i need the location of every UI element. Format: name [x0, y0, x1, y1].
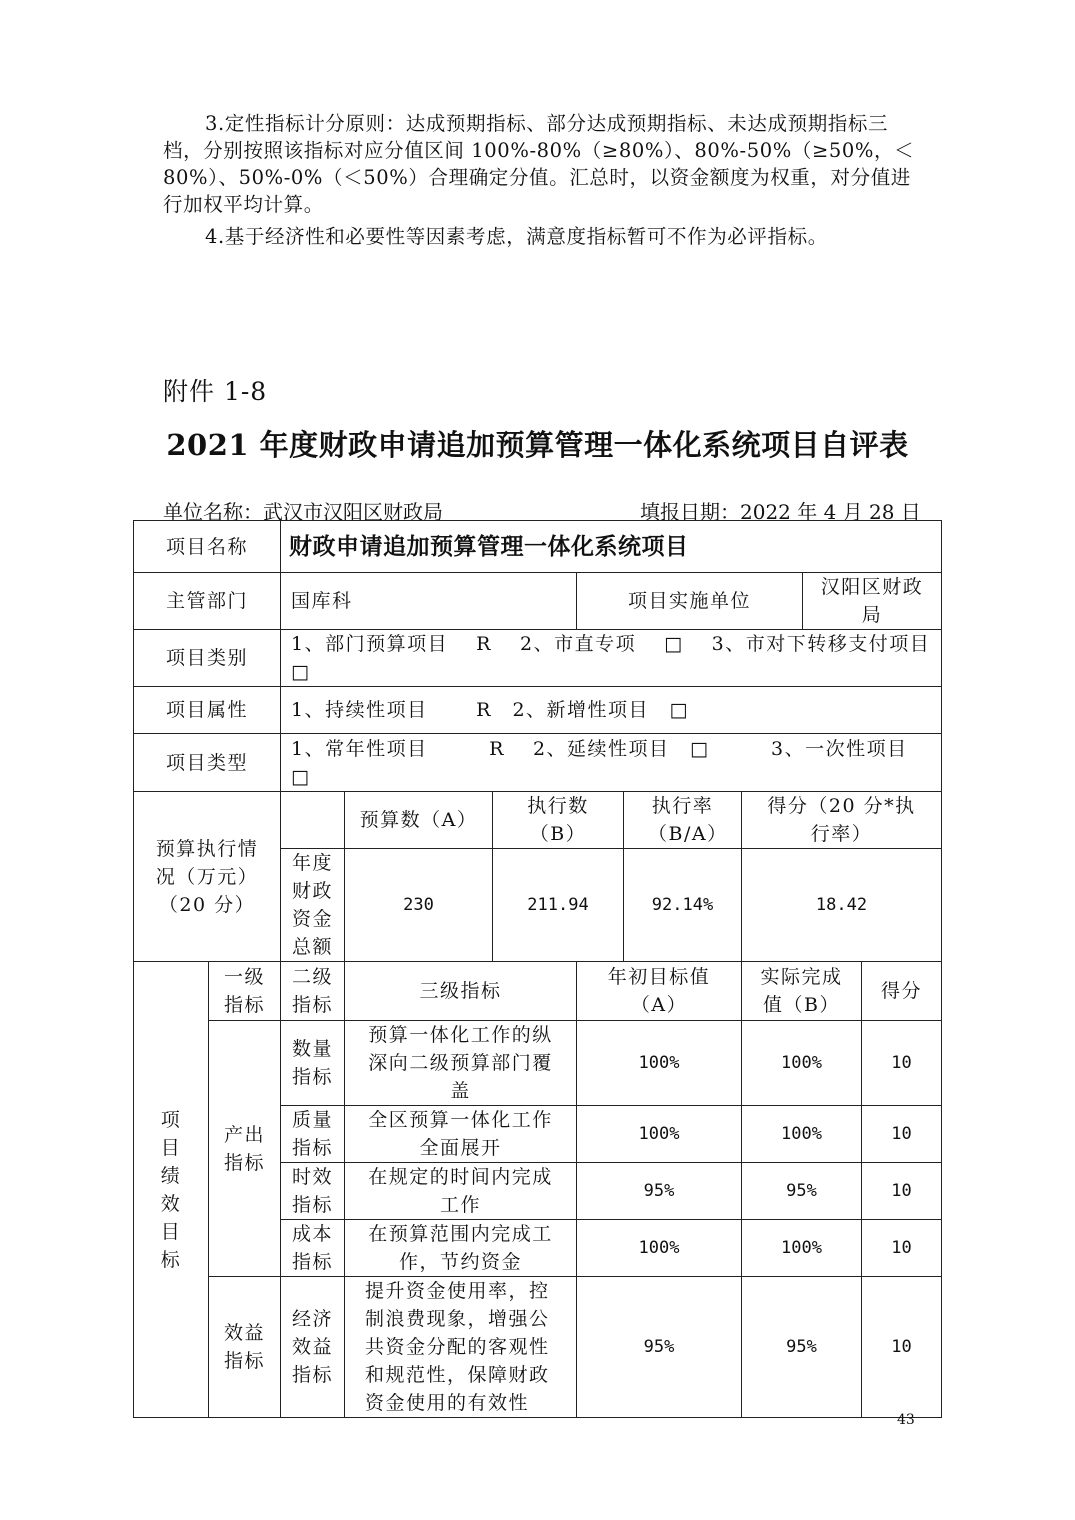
annex-label: 附件 1-8 — [163, 377, 268, 406]
table-row — [134, 1277, 942, 1418]
department-value: 国库科 — [281, 573, 577, 630]
level2-cell: 数量指标 — [281, 1021, 345, 1106]
row-project-category — [134, 630, 942, 687]
target-cell: 100% — [577, 1106, 742, 1163]
budget-amount-value: 230 — [345, 849, 493, 962]
impl-unit-value: 汉阳区财政局 — [803, 573, 942, 630]
level3-cell: 在预算范围内完成工作，节约资金 — [345, 1220, 577, 1277]
score-cell: 10 — [862, 1277, 942, 1418]
department-label: 主管部门 — [134, 573, 281, 630]
executed-amount-value: 211.94 — [493, 849, 624, 962]
target-cell: 100% — [577, 1021, 742, 1106]
score-header: 得分 — [862, 962, 942, 1021]
executed-amount-header: 执行数（B） — [493, 792, 624, 849]
score-cell: 10 — [862, 1163, 942, 1220]
target-header: 年初目标值（A） — [577, 962, 742, 1021]
budget-score-value: 18.42 — [742, 849, 942, 962]
level2-cell: 质量指标 — [281, 1106, 345, 1163]
row-project-name — [134, 521, 942, 573]
row-department — [134, 573, 942, 630]
score-cell: 10 — [862, 1021, 942, 1106]
execution-rate-value: 92.14% — [624, 849, 742, 962]
performance-section-label: 项目绩效目标 — [134, 962, 209, 1418]
budget-score-header: 得分（20 分*执行率） — [742, 792, 942, 849]
actual-header: 实际完成值（B） — [742, 962, 862, 1021]
actual-cell: 100% — [742, 1106, 862, 1163]
level2-cell: 时效指标 — [281, 1163, 345, 1220]
unit-name: 单位名称：武汉市汉阳区财政局 — [163, 500, 443, 524]
scoring-principle-paragraph: 3.定性指标计分原则：达成预期指标、部分达成预期指标、未达成预期指标三档，分别按照该指标对应分值区间 100%-80%（≥80%）、80%-50%（≥50%，＜80%）、50%-0%（＜50%）合理确定分值。汇总时，以资金额度为权重，对分值进行加权平均计算。 — [163, 112, 915, 216]
output-indicator-label: 产出指标 — [209, 1021, 281, 1277]
target-cell: 95% — [577, 1163, 742, 1220]
level3-cell: 提升资金使用率，控制浪费现象，增强公共资金分配的客观性和规范性，保障财政资金使用的有效性 — [345, 1277, 577, 1418]
level3-header: 三级指标 — [345, 962, 577, 1021]
level2-cell: 经济效益指标 — [281, 1277, 345, 1418]
actual-cell: 95% — [742, 1277, 862, 1418]
level2-cell: 成本指标 — [281, 1220, 345, 1277]
annual-fund-total-label: 年度财政资金总额 — [281, 849, 345, 962]
target-cell: 95% — [577, 1277, 742, 1418]
budget-section-label: 预算执行情况（万元）（20 分） — [134, 792, 281, 962]
execution-rate-header: 执行率（B/A） — [624, 792, 742, 849]
row-project-attribute — [134, 687, 942, 734]
level3-cell: 在规定的时间内完成工作 — [345, 1163, 577, 1220]
project-name-label: 项目名称 — [134, 521, 281, 573]
score-cell: 10 — [862, 1220, 942, 1277]
self-evaluation-table — [133, 520, 951, 1418]
table-row — [134, 1021, 942, 1106]
level3-cell: 全区预算一体化工作全面展开 — [345, 1106, 577, 1163]
attribute-value: 1、持续性项目 R 2、新增性项目 □ — [281, 687, 942, 734]
row-performance-header — [134, 962, 942, 1021]
actual-cell: 100% — [742, 1220, 862, 1277]
type-label: 项目类型 — [134, 734, 281, 792]
row-project-type — [134, 734, 942, 792]
impl-unit-label: 项目实施单位 — [577, 573, 803, 630]
budget-header-blank — [281, 792, 345, 849]
attribute-label: 项目属性 — [134, 687, 281, 734]
level3-cell: 预算一体化工作的纵深向二级预算部门覆盖 — [345, 1021, 577, 1106]
benefit-indicator-label: 效益指标 — [209, 1277, 281, 1418]
report-date: 填报日期：2022 年 4 月 28 日 — [640, 500, 921, 524]
page-number: 43 — [897, 1412, 915, 1428]
actual-cell: 100% — [742, 1021, 862, 1106]
project-name-value: 财政申请追加预算管理一体化系统项目 — [281, 521, 942, 573]
category-label: 项目类别 — [134, 630, 281, 687]
type-value: 1、常年性项目 R 2、延续性项目 □ 3、一次性项目 □ — [281, 734, 942, 792]
satisfaction-note-paragraph: 4.基于经济性和必要性等因素考虑，满意度指标暂可不作为必评指标。 — [205, 225, 828, 248]
budget-amount-header: 预算数（A） — [345, 792, 493, 849]
level1-header: 一级指标 — [209, 962, 281, 1021]
score-cell: 10 — [862, 1106, 942, 1163]
row-budget-header — [134, 792, 942, 849]
page-title: 2021 年度财政申请追加预算管理一体化系统项目自评表 — [166, 428, 909, 462]
level2-header: 二级指标 — [281, 962, 345, 1021]
category-value: 1、部门预算项目 R 2、市直专项 □ 3、市对下转移支付项目 □ — [281, 630, 942, 687]
actual-cell: 95% — [742, 1163, 862, 1220]
target-cell: 100% — [577, 1220, 742, 1277]
